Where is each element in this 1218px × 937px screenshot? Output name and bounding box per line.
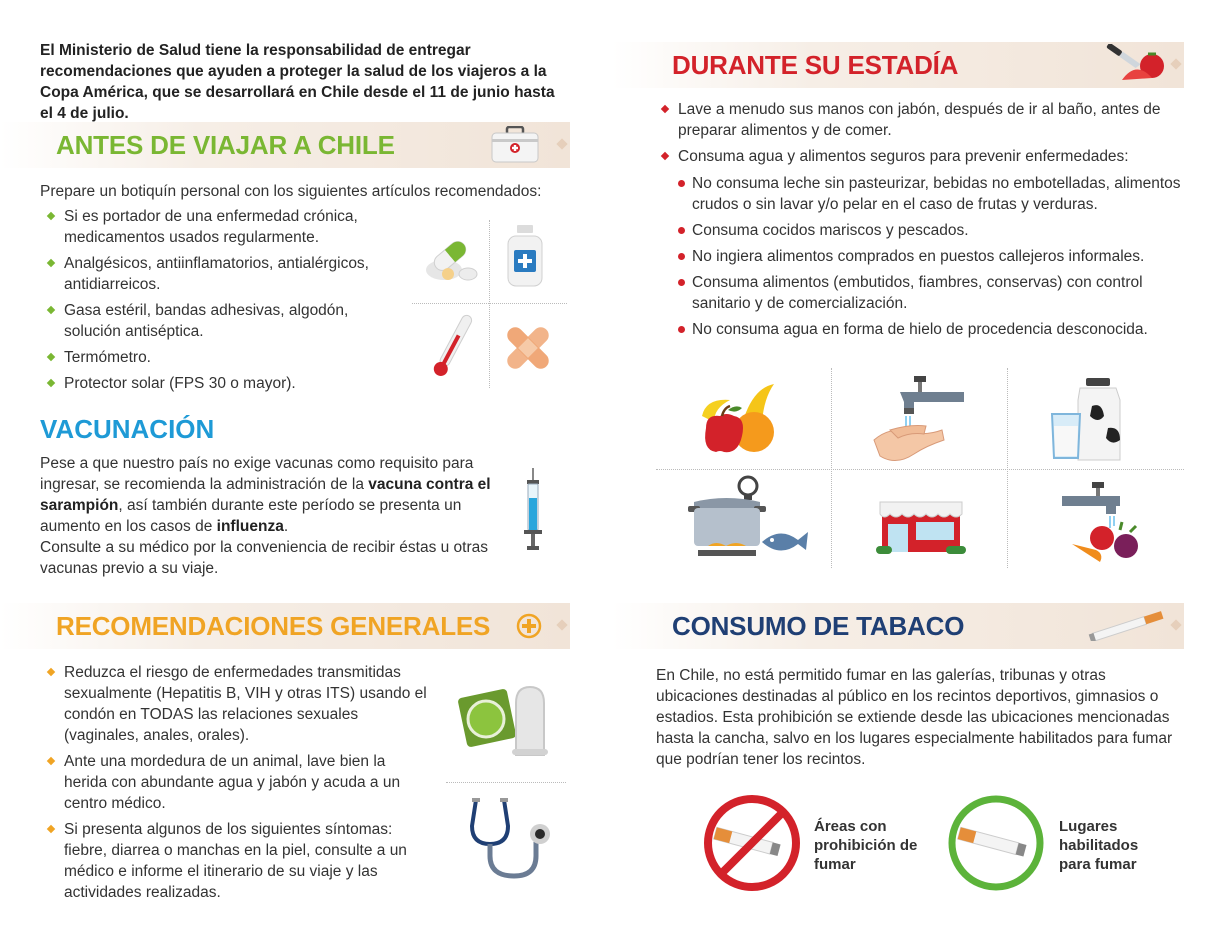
durante-title: DURANTE SU ESTADÍA [672,50,959,80]
milk-glass-icon [1050,376,1122,462]
durante-sublist [676,173,1196,345]
list-item: Consuma alimentos (embutidos, fiambres, conservas) con control sanitario y de comercialización. [676,272,1196,314]
list-item: Consuma cocidos mariscos y pescados. [676,220,1196,241]
banner-durante [612,42,1184,88]
list-item: Reduzca el riesgo de enfermedades transmitidas sexualmente (Hepatitis B, VIH y otras ITS) usando el condón en TODAS las relaciones sexuales (vaginales, anales, orales). [40,662,430,746]
bandage-icon [500,320,556,376]
vacunacion-text [40,453,505,579]
grid-divider-horizontal [656,469,1184,470]
vacunacion-paragraph [40,453,505,537]
handwashing-icon [870,374,966,466]
stethoscope-icon [466,796,556,880]
banner-tabaco [612,603,1184,649]
text-run: . [283,518,289,535]
antes-lead: Prepare un botiquín personal con los siguientes artículos recomendados: [40,183,542,200]
list-item: Si es portador de una enfermedad crónica, medicamentos usados regularmente. [40,206,408,248]
antes-title: ANTES DE VIAJAR A CHILE [56,130,395,160]
durante-list [654,99,1184,172]
list-item: Termómetro. [40,347,408,368]
text-run-bold: influenza [216,518,284,535]
thermometer-icon [428,310,478,382]
list-item: Analgésicos, antiinflamatorios, antialérgicos, antidiarreicos. [40,253,408,295]
no-smoking-icon [702,793,802,893]
list-item: Ante una mordedura de un animal, lave bien la herida con abundante agua y jabón y acuda a un centro médico. [40,751,430,814]
generales-list [40,662,430,908]
banner-diamond [1170,619,1181,630]
generales-title: RECOMENDACIONES GENERALES [56,611,491,641]
banner-antes [0,122,570,168]
list-item: Protector solar (FPS 30 o mayor). [40,373,408,394]
legend-no-smoking: Áreas con prohibición de fumar [814,818,918,873]
grid-divider-vertical [489,220,490,388]
tap-vegetables-icon [1060,480,1152,568]
divider [446,782,566,783]
vacunacion-paragraph-2: Consulte a su médico por la conveniencia de recibir éstas u otras vacunas previo a su viaje. [40,539,489,577]
antes-list [40,206,408,399]
syringe-icon [520,468,546,552]
condom-icon [454,683,554,757]
banner-diamond [1170,58,1181,69]
grid-divider-vertical [1007,368,1008,568]
cigarette-icon [1088,611,1168,641]
tomato-knife-icon [1102,44,1168,86]
text-run: Pese a que nuestro país no exige vacunas como requisito para ingresar, se recomienda la administración de la [40,455,474,493]
text-run-bold: vacuna contra el sarampión [40,476,491,514]
cooking-pot-fish-icon [686,474,810,558]
banner-generales [0,603,570,649]
list-item: No ingiera alimentos comprados en puestos callejeros informales. [676,246,1196,267]
medicine-bottle-icon [505,224,545,288]
legend-smoking-allowed: Lugares habilitados para fumar [1059,818,1139,873]
fruits-icon [694,378,780,458]
first-aid-kit-icon [490,126,540,164]
grid-divider-horizontal [412,303,567,304]
street-stall-icon [876,496,966,554]
banner-diamond [556,138,567,149]
intro-text-block [40,40,570,124]
list-item: Gasa estéril, bandas adhesivas, algodón, solución antiséptica. [40,300,408,342]
grid-divider-vertical [831,368,832,568]
list-item: Lave a menudo sus manos con jabón, después de ir al baño, antes de preparar alimentos y de comer. [654,99,1184,141]
banner-diamond [556,619,567,630]
intro-paragraph: El Ministerio de Salud tiene la responsabilidad de entregar recomendaciones que ayuden a proteger la salud de los viajeros a la Copa América, que se desarrollará en Chile desde el 11 de junio hasta el 4 de julio. [40,42,555,122]
vacunacion-title: VACUNACIÓN [40,414,215,444]
list-item: Consuma agua y alimentos seguros para prevenir enfermedades: [654,146,1184,167]
list-item: Si presenta algunos de los siguientes síntomas: fiebre, diarrea o manchas en la piel, consulte a un médico e informe el itinerario de su viaje y las actividades realizadas. [40,819,430,903]
list-item: No consuma agua en forma de hielo de procedencia desconocida. [676,319,1196,340]
tabaco-title: CONSUMO DE TABACO [672,611,965,641]
list-item: No consuma leche sin pasteurizar, bebidas no embotelladas, alimentos crudos o sin lavar y/o pelar en el caso de frutas y verduras. [676,173,1196,215]
tabaco-paragraph: En Chile, no está permitido fumar en las galerías, tribunas y otras ubicaciones destinadas al público en los recintos deportivos, gimnasios o estadios. Esta prohibición se extiende desde las ubicaciones mencionadas hasta la cancha, salvo en los lugares especialmente habilitados para fumar que podrían tener los recintos. [656,667,1173,768]
smoking-allowed-icon [946,793,1046,893]
plus-circle-icon [516,613,542,639]
text-run: , así también durante este período se presenta un aumento en los casos de [40,497,462,535]
pills-icon [424,234,480,284]
